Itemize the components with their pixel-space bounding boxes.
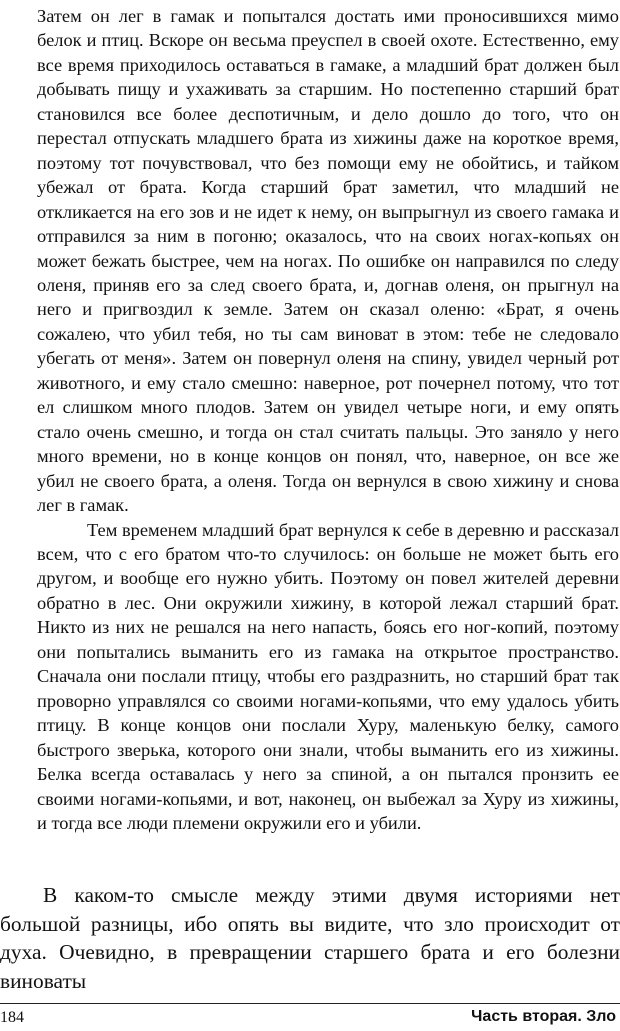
body-paragraph: В каком-то смысле между этими двумя историями нет большой разницы, ибо опять вы видите, что зло происходит от духа. Очевидно, в превращении старшего брата и его болезни виноваты [0,883,620,993]
quote-paragraph: Затем он лег в гамак и попытался достать ими проносившихся мимо белок и птиц. Вскоре он весьма преуспел в своей охоте. Естественно, ему все время приходилось оставаться в гамаке, а младший брат должен был добывать пищу и ухаживать за старшим. Но постепенно старший брат становился все более деспотичным, и дело дошло до того, что он перестал отпускать младшего брата из хижины даже на короткое время, поэтому тот почувствовал, что без помощи ему не обойтись, и тайком убежал от брата. Когда старший брат заметил, что младший не откликается на его зов и не идет к нему, он выпрыгнул из своего гамака и отправился за ним в погоню; оказалось, что на своих ногах-копьях он может бежать быстрее, чем на ногах. По ошибке он направился по следу оленя, приняв его за след своего брата, и, догнав оленя, он прыгнул на него и пригвоздил к земле. Затем он сказал оленю: «Брат, я очень сожалею, что убил тебя, но ты сам виноват в этом: тебе не следовало убегать от меня». Затем он повернул оленя на спину, увидел черный рот животного, и ему стало смешно: наверное, рот почернел потому, что тот ел слишком много плодов. Затем он увидел четыре ноги, и ему опять стало очень смешно, и тогда он стал считать пальцы. Это заняло у него много времени, но в конце концов он понял, что, наверное, он все же убил не своего брата, а оленя. Тогда он вернулся в свою хижину и снова лег в гамак. [37,6,619,516]
running-title: Часть вторая. Зло [471,1008,616,1025]
quoted-story [37,4,619,835]
main-text [0,881,620,995]
page-number: 184 [0,1009,24,1026]
quote-paragraph: Тем временем младший брат вернулся к себе в деревню и рассказал всем, что с его братом что-то случилось: он больше не может быть его другом, и вообще его нужно убить. Поэтому он повел жителей деревни обратно в лес. Они окружили хижину, в которой лежал старший брат. Никто из них не решался на него напасть, боясь его ног-копий, поэтому они попытались выманить его из гамака на открытое пространство. Сначала они послали птицу, чтобы его раздразнить, но старший брат так проворно управлялся со своими ногами-копьями, что ему удалось убить птицу. В конце концов они послали Хуру, маленькую белку, самого быстрого зверька, которого они знали, чтобы выманить его из хижины. Белка всегда оставалась у него за спиной, а он пытался пронзить ее своими ногами-копьями, и вот, наконец, он выбежал за Хуру из хижины, и тогда все люди племени окружили его и убили. [37,519,619,833]
footer-divider [0,1003,620,1004]
